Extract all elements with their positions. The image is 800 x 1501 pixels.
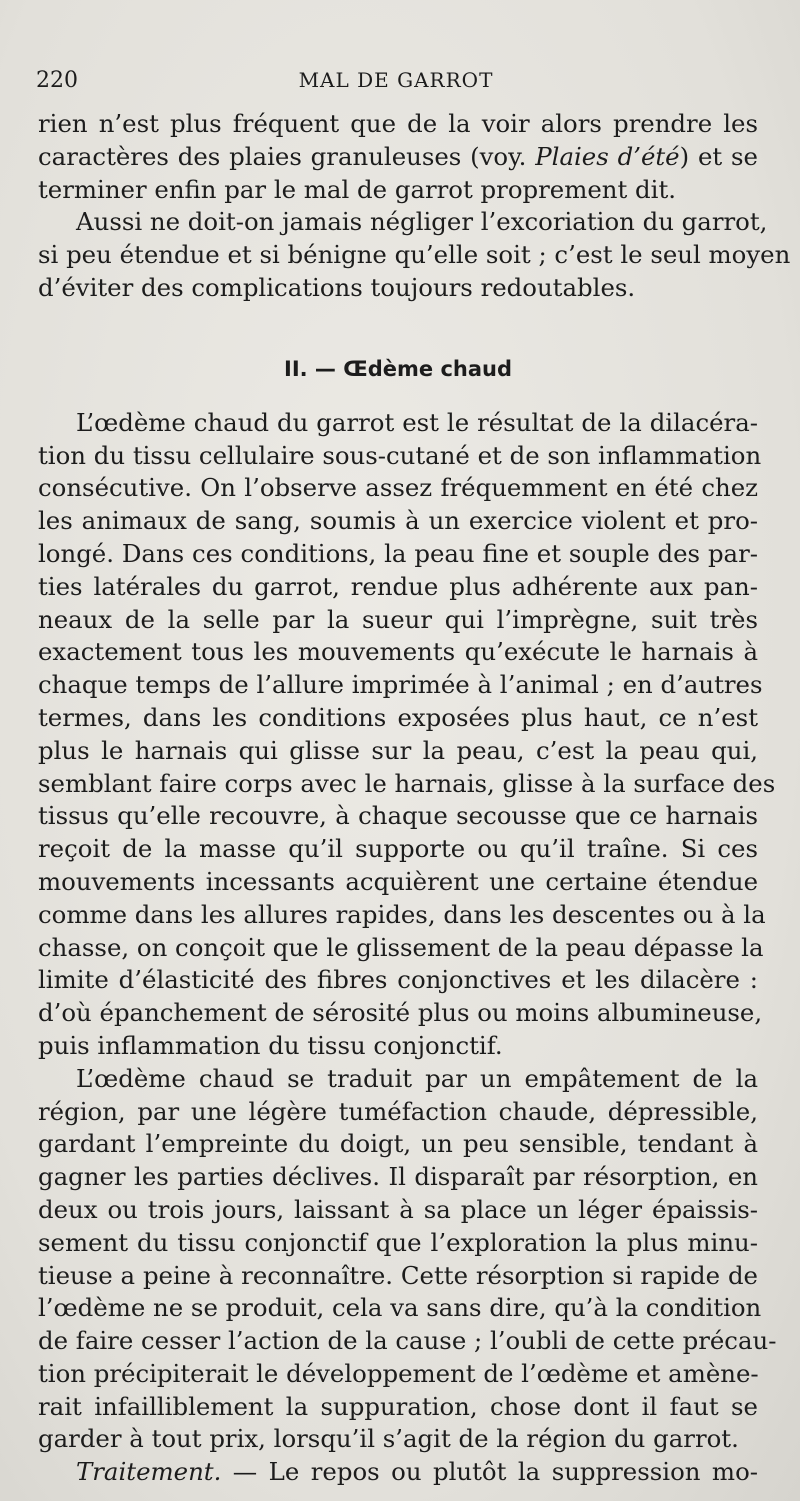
text-line: de faire cesser l’action de la cause ; l’oubli de cette précau- (38, 1326, 777, 1356)
paragraph (38, 108, 758, 206)
paragraph (38, 206, 791, 304)
text-line: deux ou trois jours, laissant à sa place un léger épaissis- (38, 1194, 758, 1224)
text-line (38, 141, 758, 174)
page-header (36, 68, 756, 102)
paragraph (38, 1063, 777, 1457)
text-line: ties latérales du garrot, rendue plus adhérente aux pan- (38, 571, 758, 601)
text-run: — Le repos ou plutôt la suppression mo- (221, 1457, 758, 1487)
text-run: ) et se (679, 141, 758, 171)
text-line: exactement tous les mouvements qu’exécute le harnais à (38, 637, 758, 667)
text-line: terminer enfin par le mal de garrot proprement dit. (38, 174, 677, 204)
text-line: chasse, on conçoit que le glissement de la peau dépasse la (38, 932, 764, 962)
text-line: rait infailliblement la suppuration, chose dont il faut se (38, 1391, 758, 1421)
italic-lead: Traitement. (76, 1457, 222, 1487)
text-line (38, 1456, 758, 1489)
text-line: garder à tout prix, lorsqu’il s’agit de la région du garrot. (38, 1424, 739, 1454)
text-line: rien n’est plus fréquent que de la voir alors prendre les (38, 109, 758, 138)
text-line: les animaux de sang, soumis à un exercice violent et pro- (38, 506, 758, 536)
text-line: tissus qu’elle recouvre, à chaque secousse que ce harnais (38, 801, 758, 831)
body-text (38, 108, 791, 1489)
section-heading: II. — Œdème chaud (284, 356, 512, 381)
text-line: limite d’élasticité des fibres conjonctives et les dilacère : (38, 965, 758, 995)
text-line: gagner les parties déclives. Il disparaît par résorption, en (38, 1162, 758, 1192)
text-line: d’éviter des complications toujours redoutables. (38, 272, 636, 302)
text-line: consécutive. On l’observe assez fréquemment en été chez (38, 473, 758, 503)
text-line: puis inflammation du tissu conjonctif. (38, 1030, 503, 1060)
paragraph (38, 1456, 758, 1489)
spacer (38, 305, 758, 353)
text-line: sement du tissu conjonctif que l’exploration la plus minu- (38, 1227, 758, 1257)
text-line: L’œdème chaud se traduit par un empâtement de la (76, 1063, 758, 1093)
running-title: MAL DE GARROT (298, 68, 494, 92)
page-number: 220 (36, 68, 78, 93)
text-line: mouvements incessants acquièrent une certaine étendue (38, 866, 758, 896)
text-line: plus le harnais qui glisse sur la peau, c’est la peau qui, (38, 735, 758, 765)
text-line: tion précipiterait le développement de l’œdème et amène- (38, 1358, 759, 1388)
text-line: reçoit de la masse qu’il supporte ou qu’il traîne. Si ces (38, 834, 758, 864)
text-line: l’œdème ne se produit, cela va sans dire, qu’à la condition (38, 1293, 762, 1323)
text-line: région, par une légère tuméfaction chaude, dépressible, (38, 1096, 758, 1126)
text-line: tieuse a peine à reconnaître. Cette résorption si rapide de (38, 1260, 758, 1290)
text-line: d’où épanchement de sérosité plus ou moins albumineuse, (38, 998, 763, 1028)
italic-reference: Plaies d’été (535, 141, 680, 171)
text-line: tion du tissu cellulaire sous-cutané et de son inflammation (38, 440, 762, 470)
text-line: comme dans les allures rapides, dans les descentes ou à la (38, 899, 766, 929)
paragraph (38, 407, 776, 1063)
text-line: termes, dans les conditions exposées plus haut, ce n’est (38, 702, 758, 732)
text-run: caractères des plaies granuleuses (voy. (38, 141, 536, 171)
text-line: chaque temps de l’allure imprimée à l’animal ; en d’autres (38, 670, 763, 700)
text-line: Aussi ne doit-on jamais négliger l’excoriation du garrot, (76, 207, 768, 237)
text-line: L’œdème chaud du garrot est le résultat de la dilacéra- (76, 407, 758, 437)
text-line: gardant l’empreinte du doigt, un peu sensible, tendant à (38, 1129, 758, 1159)
text-line: longé. Dans ces conditions, la peau fine et souple des par- (38, 538, 758, 568)
text-line: si peu étendue et si bénigne qu’elle soit ; c’est le seul moyen (38, 240, 791, 270)
text-line: semblant faire corps avec le harnais, glisse à la surface des (38, 768, 776, 798)
text-line: neaux de la selle par la sueur qui l’imprègne, suit très (38, 604, 758, 634)
